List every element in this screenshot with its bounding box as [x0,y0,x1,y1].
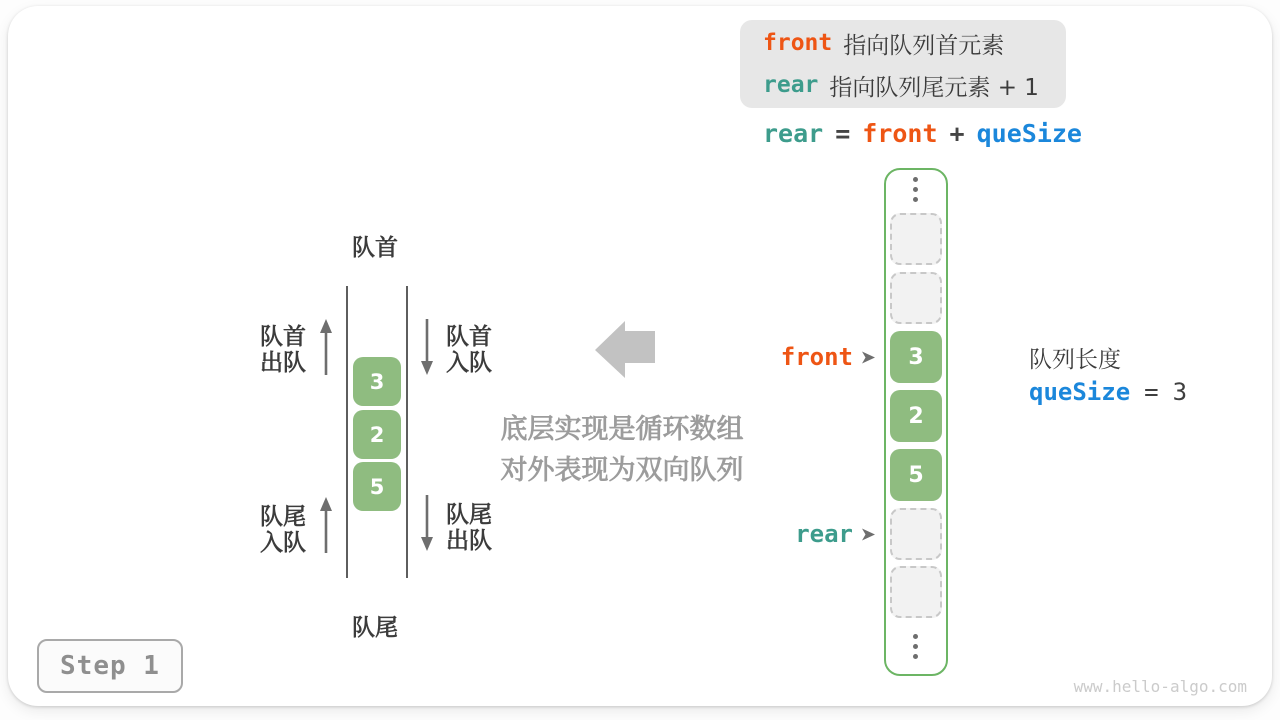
op-label-line: 入队 [446,350,492,376]
equals-sign: = [1144,378,1159,406]
front-pointer-label: front [780,343,853,371]
arrow-down-icon [419,318,435,376]
front-description: 指向队列首元素 [843,32,1005,59]
op-label-line: 队尾 [446,502,492,528]
pointer-equation [763,119,1082,148]
implementation-annotation [477,409,767,491]
queue-length-value [1029,378,1187,406]
array-cell-empty [890,272,942,324]
op-tail-enqueue-label [228,504,306,556]
quesize-variable: queSize [1029,378,1131,406]
array-cell: 3 [890,331,942,383]
op-label-line: 队尾 [260,504,306,530]
rear-pointer [795,520,876,548]
equation-rear: rear [763,119,824,148]
queue-tail-label: 队尾 [352,615,398,641]
queue-head-label: 队首 [352,235,398,261]
op-label-line: 队首 [446,324,492,350]
ellipsis-icon [913,177,918,202]
quesize-value: 3 [1172,378,1188,406]
ellipsis-icon [913,634,918,659]
array-cell-empty [890,213,942,265]
watermark: www.hello-algo.com [1073,677,1247,696]
annotation-line: 对外表现为双向队列 [500,455,744,486]
op-tail-dequeue-label [446,502,524,554]
pointer-arrow-icon [861,350,876,365]
legend-box [740,20,1066,108]
legend-line-front [763,27,1066,60]
legend-line-rear [763,69,1066,102]
big-left-arrow-icon [595,321,655,378]
arrow-down-icon [419,494,435,552]
queue-length-title: 队列长度 [1029,347,1121,373]
array-cell-empty [890,508,942,560]
queue-wall-right [406,286,408,578]
plus-sign: + [949,119,965,148]
array-cell: 5 [890,449,942,501]
array-cell-empty [890,566,942,618]
queue-cell: 2 [353,410,401,459]
front-pointer [781,343,876,371]
array-cell: 2 [890,390,942,442]
op-label-line: 出队 [446,528,492,554]
queue-cell: 3 [353,357,401,406]
annotation-line: 底层实现是循环数组 [500,414,744,445]
op-head-enqueue-label [446,324,524,376]
op-head-dequeue-label [228,324,306,376]
front-keyword: front [763,30,833,56]
arrow-up-icon [318,496,334,554]
pointer-arrow-icon [861,527,876,542]
rear-description: 指向队列尾元素 + 1 [829,74,1039,101]
op-label-line: 队首 [260,324,306,350]
op-label-line: 入队 [260,530,306,556]
step-badge: Step 1 [37,639,183,693]
rear-keyword: rear [763,72,819,98]
equals-sign: = [835,119,851,148]
op-label-line: 出队 [260,350,306,376]
queue-cell: 5 [353,462,401,511]
equation-quesize: queSize [976,119,1082,148]
arrow-up-icon [318,318,334,376]
rear-pointer-label: rear [795,520,853,548]
equation-front: front [862,119,938,148]
queue-wall-left [346,286,348,578]
